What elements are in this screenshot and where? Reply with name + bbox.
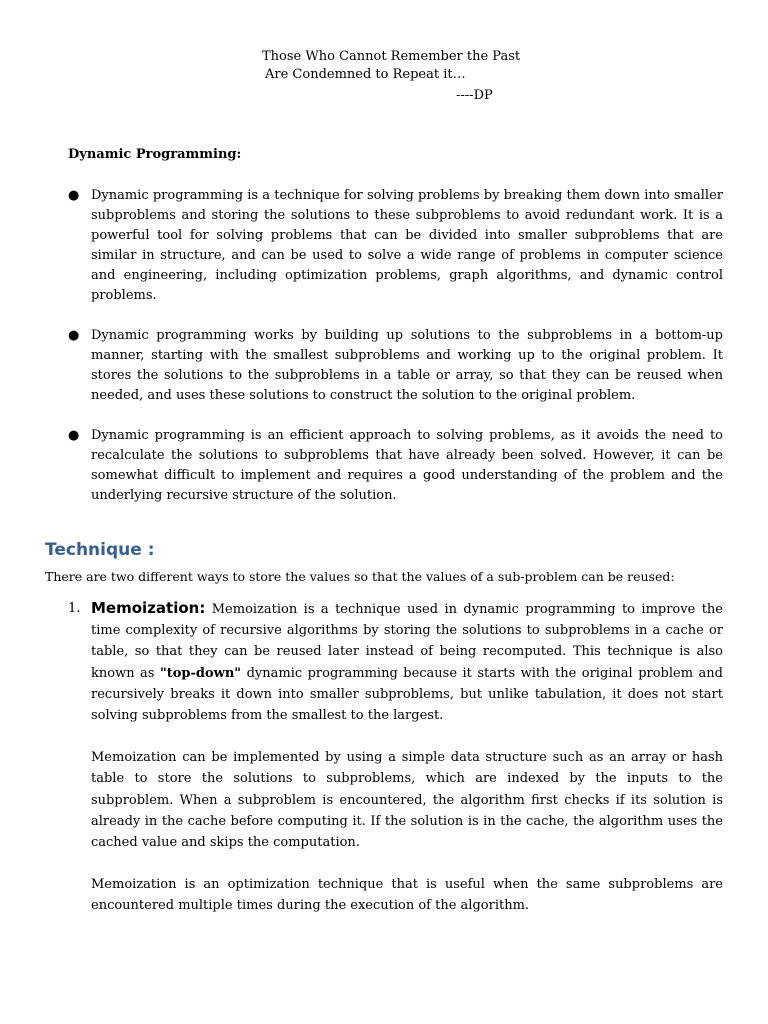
bullet-list [68, 186, 723, 526]
section-heading: Dynamic Programming: [68, 147, 242, 162]
memoization-term: Memoization: [91, 599, 206, 617]
list-number: 1. [68, 601, 81, 616]
quote-line-1: Those Who Cannot Remember the Past [262, 49, 521, 64]
bullet-text: Dynamic programming is a technique for solving problems by breaking them down into smaller subproblems and storing the solutions to these subproblems to avoid redundant work. It is a powerful tool for solving problems that can be divided into smaller subproblems that are similar in structure, and can be used to solve a wide range of problems in computer science and engineering, including optimization problems, graph algorithms, and dynamic control problems. [91, 188, 723, 303]
bullet-icon: ● [68, 328, 80, 343]
bullet-text: Dynamic programming works by building up solutions to the subproblems in a bottom-up manner, starting with the smallest subproblems and working up to the original problem. It stores the solutions to the subproblems in a table or array, so that they can be reused when needed, and uses these solutions to construct the solution to the original problem. [91, 328, 723, 403]
bullet-icon: ● [68, 428, 80, 443]
technique-intro: There are two different ways to store the values so that the values of a sub-problem can be reused: [45, 569, 675, 584]
technique-title: Technique : [45, 540, 155, 560]
bullet-item [68, 426, 723, 506]
numbered-list [68, 598, 723, 938]
memoization-paragraph-3: Memoization is an optimization technique that is useful when the same subproblems are encountered multiple times during the execution of the algorithm. [91, 877, 723, 914]
bullet-text: Dynamic programming is an efficient approach to solving problems, as it avoids the need to recalculate the solutions to subproblems that have already been solved. However, it can be somewhat difficult to implement and requires a good understanding of the problem and the underlying recursive structure of the solution. [91, 428, 723, 503]
memoization-paragraph-1 [91, 598, 723, 726]
top-down-term: "top-down" [159, 665, 242, 681]
bullet-item [68, 326, 723, 406]
quote-attribution: ----DP [456, 88, 493, 103]
memoization-text-b: dynamic programming because it starts with the original problem and recursively breaks it down into smaller subproblems, but unlike tabulation, it does not start solving subproblems from the smallest to the largest. [91, 665, 723, 724]
list-item-memoization [91, 598, 723, 917]
quote-line-2: Are Condemned to Repeat it… [265, 67, 466, 82]
memoization-text-a: Memoization is a technique used in dynamic programming to improve the time complexity of recursive algorithms by storing the solutions to subproblems in a cache or table, so that they can be reused later instead of being recomputed. This technique is also known as [91, 602, 723, 681]
memoization-paragraph-2: Memoization can be implemented by using a simple data structure such as an array or hash table to store the solutions to subproblems, which are indexed by the inputs to the subproblem. When a subproblem is encountered, the algorithm first checks if its solution is already in the cache before computing it. If the solution is in the cache, the algorithm uses the cached value and skips the computation. [91, 750, 723, 851]
bullet-item [68, 186, 723, 306]
bullet-icon: ● [68, 188, 80, 203]
